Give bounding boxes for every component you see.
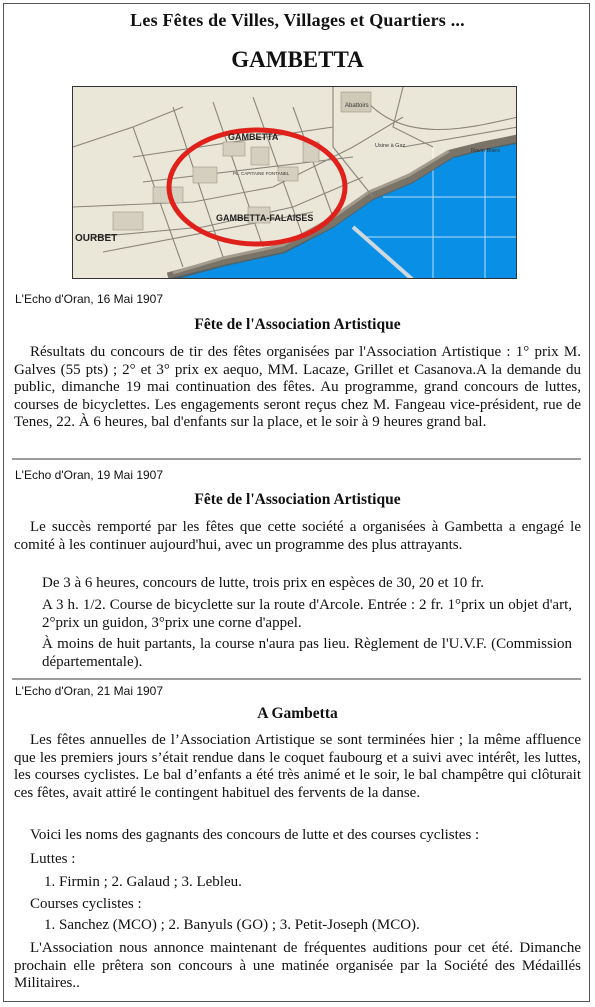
series-title: Les Fêtes de Villes, Villages et Quartiers ... xyxy=(130,10,465,30)
article-1-paragraph: Résultats du concours de tir des fêtes organisées par l'Association Artistique : 1° prix M. Galves (55 pts) ; 2° et 3° prix ex aequo, MM. Lacaze, Grillet et Casanova.A la demande du public, dimanche 19 mai continuation des fêtes. Au programme, grand concours de luttes, courses de bicyclettes. Les engagements seront reçus chez M. Fangeau vice-président, rue de Tenes, 22. À 6 heures, bal d'enfants sur la place, et le soir à 9 heures grand bal. xyxy=(14,344,581,431)
separator-1 xyxy=(12,458,581,460)
article-3-luttes-results: 1. Firmin ; 2. Galaud ; 3. Lebleu. xyxy=(44,874,242,890)
article-3-title: A Gambetta xyxy=(257,705,338,722)
map-label-courbet: OURBET xyxy=(75,233,118,244)
article-2-paragraph-4: À moins de huit partants, la course n'aura pas lieu. Règlement de l'U.V.F. (Commission départementale). xyxy=(42,636,572,670)
article-1-title: Fête de l'Association Artistique xyxy=(194,316,401,333)
article-3-source: L'Echo d'Oran, 21 Mai 1907 xyxy=(15,684,164,698)
map-image xyxy=(72,86,517,279)
article-3-paragraph-closing: L'Association nous annonce maintenant de fréquentes auditions pour cet été. Dimanche prochain elle prêtera son concours à une matinée organisée par la Société des Médaillés Militaires.. xyxy=(14,940,581,992)
separator-2 xyxy=(12,678,581,680)
article-3-courses-label: Courses cyclistes : xyxy=(30,896,142,912)
article-2-paragraph-3: A 3 h. 1/2. Course de bicyclette sur la route d'Arcole. Entrée : 2 fr. 1°prix un objet d'art, 2°prix un guidon, 3°prix une corne d'appel. xyxy=(42,597,572,631)
article-2-paragraph-1: Le succès remporté par les fêtes que cette société a organisées à Gambetta a engagé le comité à les continuer aujourd'hui, avec un programme des plus attrayants. xyxy=(14,519,581,553)
map-label-abattoirs: Abattoirs xyxy=(345,103,369,109)
article-3-paragraph-1: Les fêtes annuelles de l’Association Artistique se sont terminées hier ; la même affluence que les premiers jours s’était rendue dans le coquet faubourg et a suivi avec intérêt, les luttes, les courses cyclistes. Le bal d’enfants a été très animé et le soir, le bal champêtre qui clôturait ces fêtes, avait attiré le contingent habituel des fervents de la danse. xyxy=(14,732,581,801)
article-2-paragraph-2: De 3 à 6 heures, concours de lutte, trois prix en espèces de 30, 20 et 10 fr. xyxy=(42,575,484,591)
article-3-courses-results: 1. Sanchez (MCO) ; 2. Banyuls (GO) ; 3. Petit-Joseph (MCO). xyxy=(44,917,420,933)
map-label-gambetta-falaises: GAMBETTA-FALAISES xyxy=(216,213,314,223)
article-1-source: L'Echo d'Oran, 16 Mai 1907 xyxy=(15,292,164,306)
article-2-source: L'Echo d'Oran, 19 Mai 1907 xyxy=(15,468,164,482)
map-label-ravin: Ravin Blanc xyxy=(471,148,501,154)
place-title: GAMBETTA xyxy=(231,47,364,72)
article-3-paragraph-2: Voici les noms des gagnants des concours de lutte et des courses cyclistes : xyxy=(30,827,480,843)
map-label-usine-gaz: Usine à Gaz xyxy=(375,143,406,149)
article-3-luttes-label: Luttes : xyxy=(30,851,76,867)
map-label-place: PL. CAPITAINE FONTANEL xyxy=(233,171,290,176)
map-label-gambetta: GAMBETTA xyxy=(228,132,279,142)
article-2-title: Fête de l'Association Artistique xyxy=(194,491,401,508)
